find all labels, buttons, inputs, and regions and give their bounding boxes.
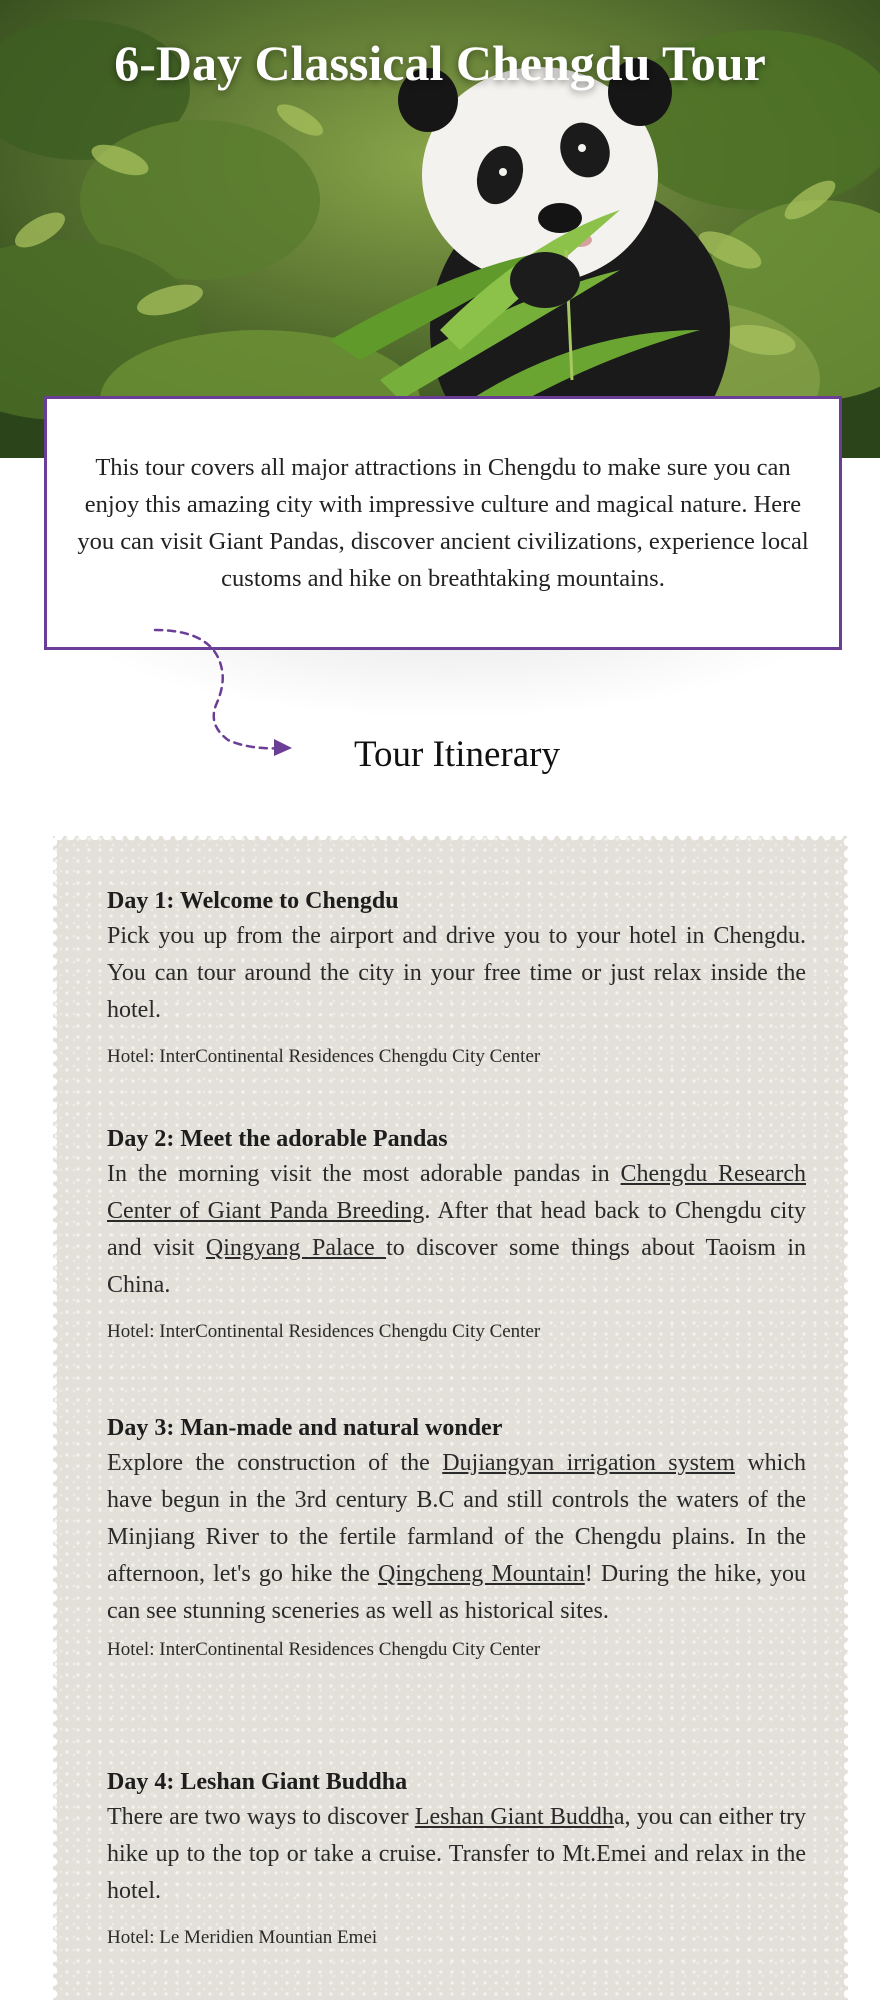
description-text: to discover some things about Taoism in China.: [107, 1235, 806, 1298]
day-description: [107, 1445, 806, 1630]
itinerary-panel: [53, 836, 848, 2000]
description-text: which have begun in the 3rd century B.C and still controls the waters of the Minjiang River to the fertile farmland of the Chengdu plains. In the afternoon, let's go hike the: [107, 1450, 806, 1587]
attraction-link[interactable]: Qingyang Palace: [205, 1235, 387, 1261]
intro-text: This tour covers all major attractions in Chengdu to make sure you can enjoy this amazing city with impressive culture and magical nature. Here you can visit Giant Pandas, discover ancient civilizations, experience local customs and hike on breathtaking mountains.: [77, 454, 809, 592]
day-card-3: [107, 1411, 806, 1664]
day-card-1: [107, 884, 806, 1071]
description-text: There are two ways to discover: [107, 1804, 415, 1830]
day-title: Day 2: Meet the adorable Pandas: [107, 1126, 448, 1152]
day-title: Day 4: Leshan Giant Buddha: [107, 1769, 408, 1795]
description-text: In the morning visit the most adorable pandas in: [107, 1161, 621, 1187]
day-description: [107, 918, 806, 1029]
description-text: . After that head back to Chengdu city and visit: [107, 1198, 806, 1261]
description-text: a, you can either try hike up to the top or take a cruise. Transfer to Mt.Emei and relax in the hotel.: [107, 1804, 806, 1904]
day-hotel: Hotel: InterContinental Residences Chengdu City Center: [107, 1046, 541, 1067]
panel-edge-left: [49, 836, 57, 2000]
page-title: 6-Day Classical Chengdu Tour: [114, 35, 766, 91]
hero-banner: [0, 0, 880, 458]
intro-box: [44, 396, 842, 650]
panel-edge-top: [53, 832, 848, 840]
day-description: [107, 1156, 806, 1304]
attraction-link[interactable]: Qingcheng Mountain: [378, 1561, 585, 1587]
description-text: Explore the construction of the: [107, 1450, 443, 1476]
attraction-link[interactable]: Leshan Giant Buddh: [414, 1804, 614, 1830]
day-title: Day 1: Welcome to Chengdu: [107, 888, 399, 914]
description-text: Pick you up from the airport and drive you to your hotel in Chengdu. You can tour around the city in your free time or just relax inside the hotel.: [107, 923, 806, 1023]
day-card-4: [107, 1765, 806, 1952]
day-description: [107, 1799, 806, 1910]
day-hotel: Hotel: Le Meridien Mountian Emei: [107, 1927, 378, 1948]
itinerary-heading: Tour Itinerary: [354, 734, 560, 775]
day-hotel: Hotel: InterContinental Residences Chengdu City Center: [107, 1321, 541, 1342]
attraction-link[interactable]: Dujiangyan irrigation system: [442, 1450, 735, 1476]
day-title: Day 3: Man-made and natural wonder: [107, 1415, 503, 1441]
panel-edge-right: [844, 836, 852, 2000]
attraction-link[interactable]: Chengdu Research Center of Giant Panda Breeding: [107, 1161, 807, 1224]
description-text: ! During the hike, you can see stunning sceneries as well as historical sites.: [107, 1561, 806, 1624]
day-card-2: [107, 1122, 806, 1346]
day-hotel: Hotel: InterContinental Residences Chengdu City Center: [107, 1639, 541, 1660]
